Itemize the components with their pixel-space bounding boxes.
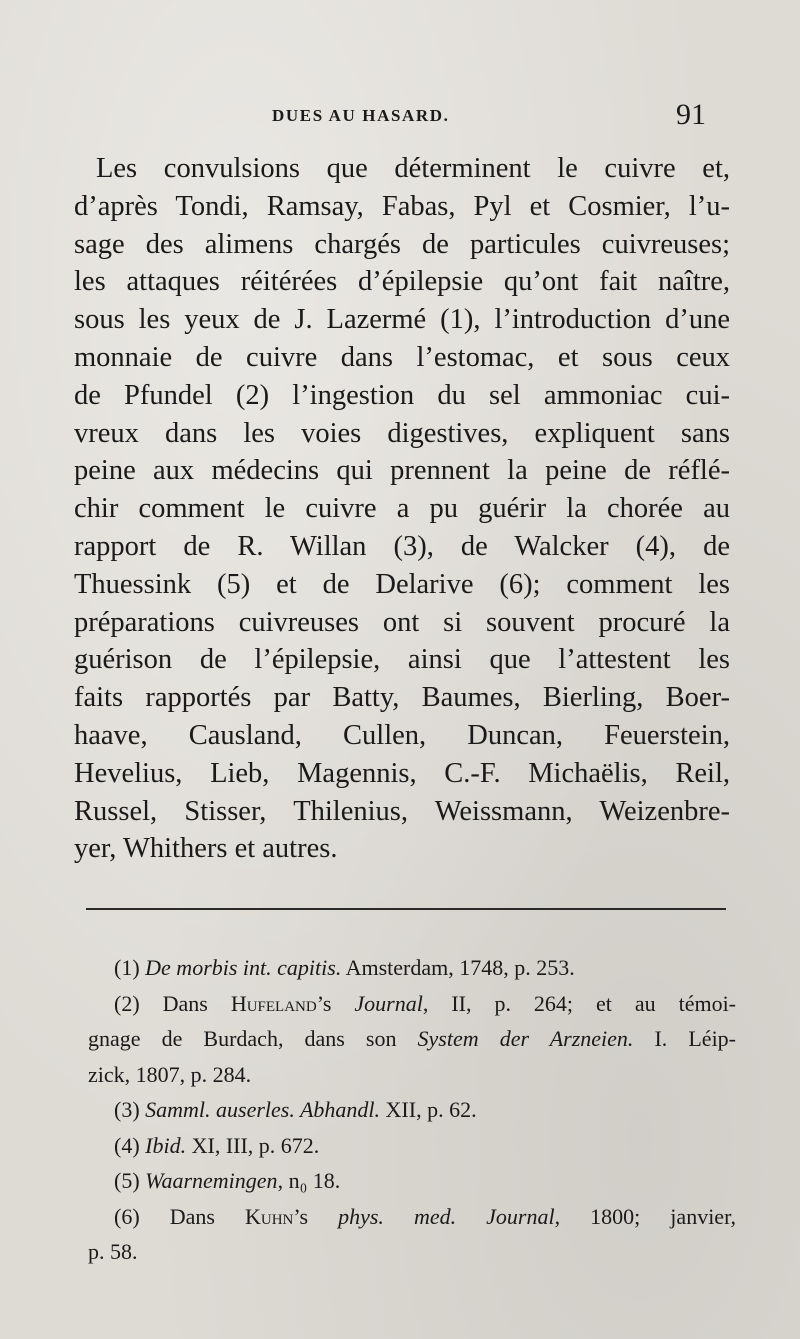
running-head [0, 98, 800, 138]
body-line: guérison de l’épilepsie, ainsi que l’attestent les [74, 644, 730, 676]
body-line: de Pfundel (2) l’ingestion du sel ammoniac cui- [74, 379, 730, 411]
footnote-5 [88, 1163, 736, 1199]
body-paragraph [74, 150, 730, 868]
footnote-mark: (2) Dans [114, 990, 208, 1016]
footnote-text: , 1800; janvier, [554, 1203, 737, 1229]
footnote-text: , II, p. 264; et au témoi- [422, 990, 737, 1016]
footnote-mark: (6) Dans [114, 1203, 215, 1229]
footnote-2-line-2 [88, 1021, 736, 1057]
body-line: d’après Tondi, Ramsay, Fabas, Pyl et Cosmier, l’u- [74, 190, 730, 222]
footnote-text: ’s [293, 1203, 309, 1229]
body-line: les attaques réitérées d’épilepsie qu’ont fait naître, [74, 266, 730, 298]
footnote-text: XII, p. 62. [380, 1097, 477, 1122]
body-line: Russel, Stisser, Thilenius, Weissmann, Weizenbre- [74, 795, 730, 827]
footnote-text: , n₀ 18. [277, 1168, 341, 1193]
body-line: peine aux médecins qui prennent la peine de réflé- [74, 455, 730, 487]
footnote-text: XI, III, p. 672. [186, 1132, 320, 1158]
footnote-title: Waarnemingen [145, 1168, 278, 1193]
footnote-title: phys. med. Journal [338, 1203, 555, 1229]
page-number: 91 [676, 98, 706, 131]
footnotes [88, 950, 736, 1270]
footnote-title: Journal [354, 990, 423, 1016]
footnote-mark: (3) [114, 1097, 140, 1122]
running-title: DUES AU HASARD. [272, 106, 450, 125]
body-line: Les convulsions que déterminent le cuivre et, [96, 153, 730, 184]
footnote-3 [88, 1092, 736, 1128]
footnote-rule [86, 908, 726, 910]
footnote-text: gnage de Burdach, dans son [88, 1026, 397, 1051]
body-line: préparations cuivreuses ont si souvent procuré la [74, 606, 730, 638]
footnote-title: System der Arzneien. [417, 1026, 634, 1051]
body-line: rapport de R. Willan (3), de Walcker (4), de [74, 530, 730, 562]
body-line: haave, Causland, Cullen, Duncan, Feuerstein, [74, 719, 730, 751]
footnote-title: Samml. auserles. Abhandl. [145, 1097, 381, 1122]
footnote-1 [88, 950, 736, 986]
body-line: monnaie de cuivre dans l’estomac, et sous ceux [74, 341, 730, 373]
footnote-mark: (1) [114, 955, 140, 980]
footnote-mark: (5) [114, 1168, 140, 1193]
body-line: sous les yeux de J. Lazermé (1), l’introduction d’une [74, 304, 730, 336]
footnote-text: ’s [316, 990, 332, 1016]
footnote-text: I. Léip- [633, 1026, 737, 1051]
body-line: Hevelius, Lieb, Magennis, C.-F. Michaëlis, Reil, [74, 757, 730, 789]
footnote-title: Ibid. [145, 1132, 187, 1158]
footnote-mark: (4) [114, 1132, 140, 1158]
footnote-2 [88, 986, 736, 1022]
footnote-6 [88, 1199, 736, 1235]
body-line: vreux dans les voies digestives, expliquent sans [74, 417, 730, 449]
footnote-author: Hufeland [230, 990, 317, 1016]
body-line: faits rapportés par Batty, Baumes, Bierling, Boer- [74, 682, 730, 714]
body-line: sage des alimens chargés de particules cuivreuses; [74, 228, 730, 260]
footnote-title: De morbis int. capitis. [145, 955, 342, 980]
footnote-4 [88, 1128, 736, 1164]
body-line: yer, Whithers et autres. [74, 833, 338, 865]
footnote-text: Amsterdam, 1748, p. 253. [341, 955, 575, 980]
footnote-author: Kuhn [244, 1203, 294, 1229]
footnote-2-line-3: zick, 1807, p. 284. [88, 1061, 252, 1087]
footnote-6-line-2: p. 58. [88, 1239, 138, 1264]
body-line: chir comment le cuivre a pu guérir la chorée au [74, 493, 730, 525]
body-line: Thuessink (5) et de Delarive (6); comment les [74, 568, 730, 600]
